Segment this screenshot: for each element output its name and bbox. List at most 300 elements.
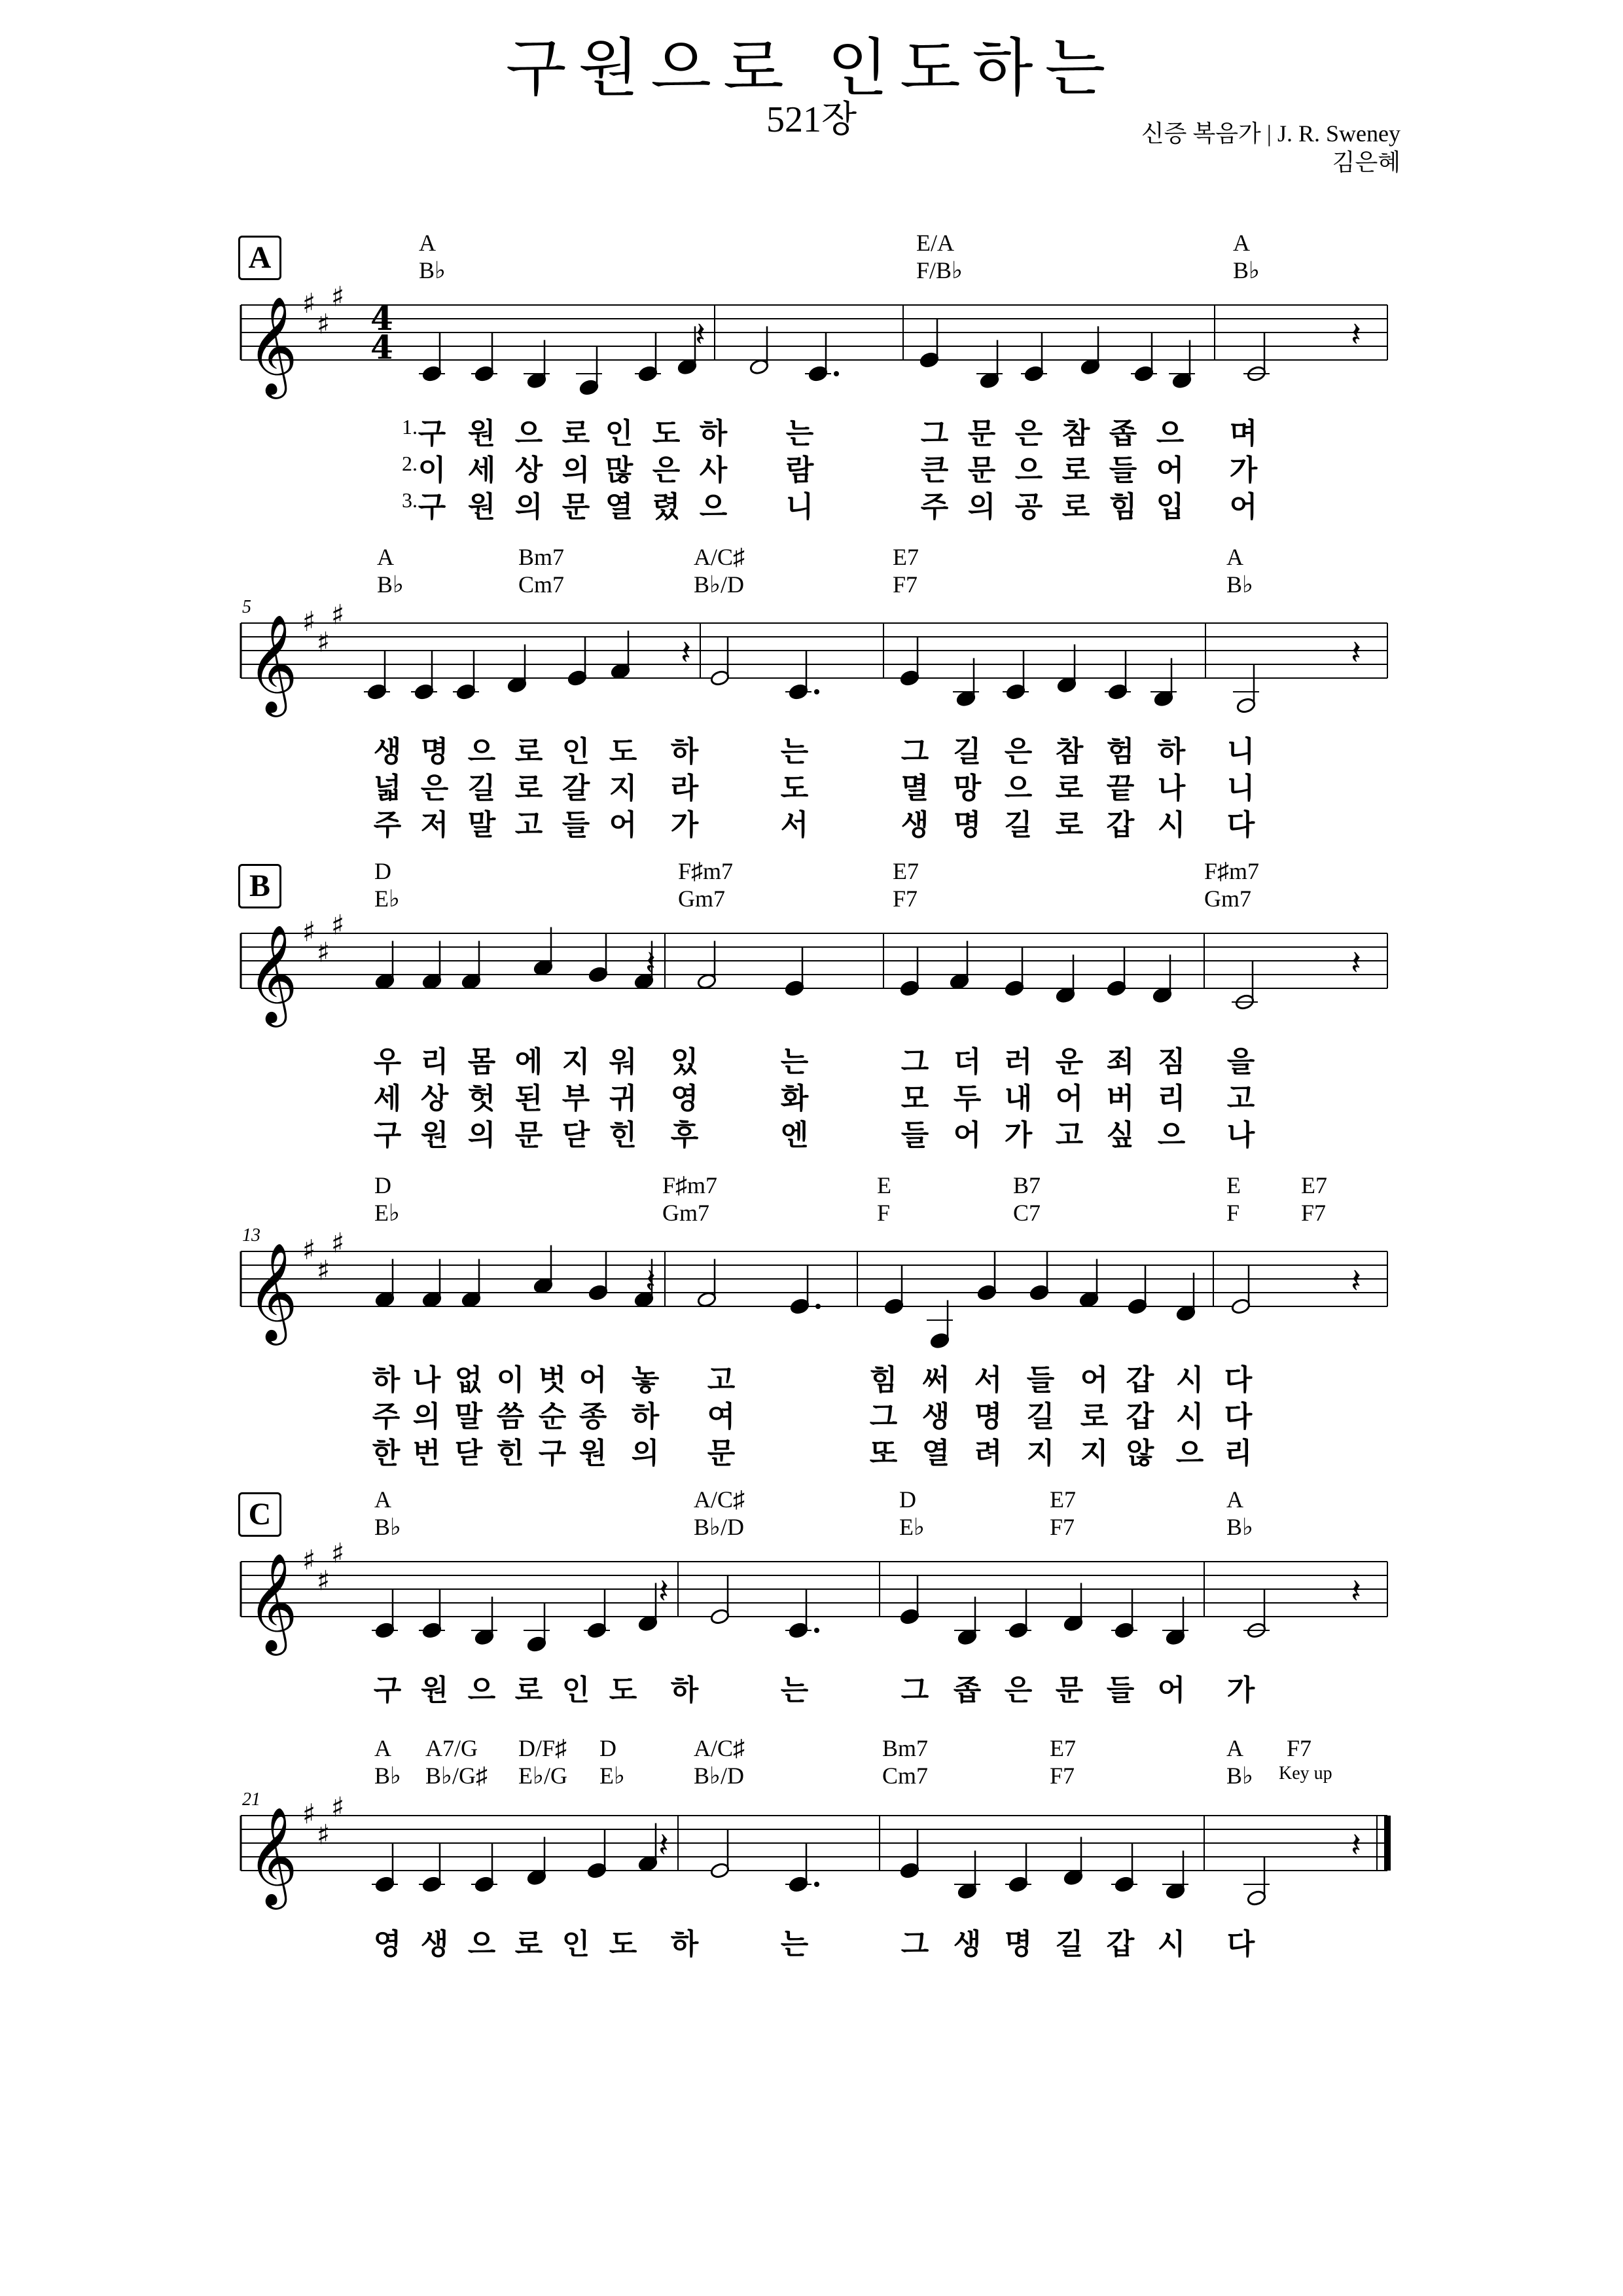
lyric-syllable: 생 bbox=[901, 808, 929, 842]
note-head bbox=[1080, 359, 1101, 376]
lyric-syllable: 워 bbox=[609, 1045, 637, 1079]
transposed-chord-symbol: C7 bbox=[1013, 1200, 1041, 1226]
lyric-syllable: 다 bbox=[1224, 1363, 1253, 1397]
lyric-syllable: 원 bbox=[467, 417, 496, 450]
lyric-syllable: 지 bbox=[1026, 1437, 1055, 1470]
lyric-syllable: 갑 bbox=[1106, 808, 1135, 842]
chord-symbol: A/C♯ bbox=[694, 1486, 745, 1513]
lyric-syllable: 도 bbox=[780, 772, 809, 805]
staff bbox=[0, 1522, 1623, 1666]
lyric-syllable: 더 bbox=[953, 1045, 982, 1079]
lyric-syllable: 명 bbox=[953, 808, 982, 842]
lyric-syllable: 길 bbox=[1026, 1400, 1055, 1433]
lyric-syllable: 벗 bbox=[538, 1363, 567, 1397]
lyric-syllable: 그 bbox=[901, 735, 929, 768]
lyric-syllable: 힘 bbox=[869, 1363, 898, 1397]
lyric-syllable: 으 bbox=[467, 735, 496, 768]
transposed-chord-symbol: B♭/D bbox=[694, 1763, 744, 1789]
measure-number: 5 bbox=[242, 597, 251, 617]
arranger-credit: 김은혜 bbox=[1332, 149, 1400, 175]
lyric-syllable: 영 bbox=[373, 1928, 402, 1961]
lyric-syllable: 리 bbox=[1157, 1082, 1186, 1115]
lyric-syllable: 구 bbox=[373, 1119, 402, 1152]
lyric-syllable: 갈 bbox=[562, 772, 590, 805]
note-head bbox=[422, 973, 442, 990]
chord-symbol: F7 bbox=[1287, 1735, 1312, 1761]
note-head bbox=[957, 1629, 978, 1646]
lyric-syllable: 생 bbox=[953, 1928, 982, 1961]
lyric-syllable: 주 bbox=[920, 490, 949, 524]
transposed-chord-symbol: F7 bbox=[893, 886, 918, 912]
chord-symbol: A bbox=[374, 1735, 391, 1761]
chord-symbol: A bbox=[377, 544, 394, 570]
transposed-chord-symbol: F7 bbox=[893, 571, 918, 598]
lyric-syllable: 들 bbox=[1109, 454, 1137, 487]
lyric-syllable: 는 bbox=[780, 1045, 809, 1079]
lyric-syllable: 놓 bbox=[631, 1363, 660, 1397]
note-head bbox=[697, 973, 717, 990]
lyric-syllable: 그 bbox=[901, 1674, 929, 1707]
verse-number: 2. bbox=[402, 452, 418, 475]
lyric-syllable: 그 bbox=[869, 1400, 898, 1433]
chord-symbol: A bbox=[419, 230, 436, 256]
sharp-icon: ♯ bbox=[331, 1791, 345, 1823]
lyric-syllable: 시 bbox=[1175, 1363, 1204, 1397]
lyric-syllable: 어 bbox=[579, 1363, 607, 1397]
lyric-syllable: 상 bbox=[420, 1082, 449, 1115]
lyric-syllable: 의 bbox=[967, 490, 996, 524]
lyric-syllable: 나 bbox=[1157, 772, 1186, 805]
lyric-syllable: 종 bbox=[579, 1400, 607, 1433]
lyric-syllable: 죄 bbox=[1106, 1045, 1135, 1079]
transposed-chord-symbol: Cm7 bbox=[882, 1763, 929, 1789]
rest-icon: 𝄽 bbox=[1351, 1826, 1361, 1865]
sharp-icon: ♯ bbox=[302, 1234, 316, 1266]
note-head bbox=[422, 1291, 442, 1308]
lyric-syllable: 갑 bbox=[1106, 1928, 1135, 1961]
rest-icon: 𝄽 bbox=[645, 1262, 656, 1301]
note-head bbox=[697, 1291, 717, 1308]
measure-number: 13 bbox=[242, 1225, 260, 1246]
lyric-syllable: 한 bbox=[372, 1437, 401, 1470]
lyric-syllable: 명 bbox=[420, 735, 449, 768]
note-head bbox=[588, 966, 609, 983]
augmentation-dot bbox=[814, 1882, 819, 1887]
note-head bbox=[1231, 1298, 1251, 1315]
lyric-syllable: 명 bbox=[974, 1400, 1003, 1433]
chord-symbol: D/F♯ bbox=[518, 1735, 567, 1761]
chord-symbol: A bbox=[1226, 544, 1243, 570]
lyric-syllable: 운 bbox=[1055, 1045, 1084, 1079]
lyric-syllable: 힘 bbox=[1109, 490, 1137, 524]
lyric-syllable: 가 bbox=[1229, 454, 1258, 487]
chord-symbol: F♯m7 bbox=[1204, 858, 1260, 884]
lyric-syllable: 저 bbox=[420, 808, 449, 842]
transposed-chord-symbol: E♭ bbox=[374, 886, 400, 912]
lyric-syllable: 여 bbox=[707, 1400, 736, 1433]
lyric-syllable: 않 bbox=[1126, 1437, 1154, 1470]
lyric-syllable: 의 bbox=[467, 1119, 496, 1152]
key-change-note: Key up bbox=[1279, 1763, 1332, 1784]
chord-symbol: A bbox=[1226, 1735, 1243, 1761]
lyric-syllable: 험 bbox=[1106, 735, 1135, 768]
lyric-syllable: 고 bbox=[707, 1363, 736, 1397]
lyric-syllable: 어 bbox=[953, 1119, 982, 1152]
lyric-syllable: 후 bbox=[670, 1119, 699, 1152]
chord-symbol: E7 bbox=[893, 858, 919, 884]
note-head bbox=[1107, 980, 1127, 997]
rehearsal-mark: C bbox=[238, 1492, 281, 1537]
transposed-chord-symbol: B♭/G♯ bbox=[425, 1763, 488, 1789]
augmentation-dot bbox=[814, 689, 819, 694]
lyric-syllable: 도 bbox=[609, 1674, 637, 1707]
rest-icon: 𝄽 bbox=[1351, 315, 1361, 355]
lyric-syllable: 지 bbox=[1080, 1437, 1109, 1470]
note-head bbox=[588, 1284, 609, 1301]
lyric-syllable: 큰 bbox=[920, 454, 949, 487]
verse-number: 1. bbox=[402, 415, 418, 439]
sharp-icon: ♯ bbox=[317, 936, 330, 969]
lyric-syllable: 세 bbox=[373, 1082, 402, 1115]
chord-symbol: A7/G bbox=[425, 1735, 478, 1761]
note-head bbox=[950, 973, 970, 990]
lyric-syllable: 이 bbox=[418, 454, 446, 487]
lyric-syllable: 힌 bbox=[496, 1437, 525, 1470]
time-signature: 4 bbox=[370, 299, 393, 338]
lyric-syllable: 하 bbox=[1157, 735, 1186, 768]
lyric-syllable: 어 bbox=[1080, 1363, 1109, 1397]
transposed-chord-symbol: B♭ bbox=[1226, 571, 1253, 598]
song-title: 구원으로 인도하는 bbox=[505, 31, 1118, 105]
lyric-syllable: 로 bbox=[1055, 772, 1084, 805]
lyric-syllable: 갑 bbox=[1126, 1400, 1154, 1433]
lyric-syllable: 로 bbox=[1061, 454, 1090, 487]
staff bbox=[0, 1212, 1623, 1356]
lyric-syllable: 문 bbox=[967, 454, 996, 487]
lyric-syllable: 는 bbox=[785, 417, 814, 450]
rehearsal-mark: B bbox=[238, 864, 281, 908]
note-head bbox=[461, 973, 482, 990]
note-head bbox=[1029, 1284, 1050, 1301]
lyric-syllable: 어 bbox=[1055, 1082, 1084, 1115]
lyric-syllable: 하 bbox=[631, 1400, 660, 1433]
lyric-syllable: 가 bbox=[670, 808, 699, 842]
lyric-syllable: 순 bbox=[538, 1400, 567, 1433]
lyric-syllable: 고 bbox=[514, 808, 543, 842]
chord-symbol: D bbox=[899, 1486, 916, 1513]
chord-symbol: E7 bbox=[893, 544, 919, 570]
lyric-syllable: 그 bbox=[901, 1928, 929, 1961]
lyric-syllable: 다 bbox=[1226, 1928, 1255, 1961]
lyric-syllable: 려 bbox=[974, 1437, 1003, 1470]
note-head bbox=[1166, 1883, 1186, 1900]
lyric-syllable: 하 bbox=[699, 417, 728, 450]
transposed-chord-symbol: B♭ bbox=[377, 571, 404, 598]
lyric-syllable: 번 bbox=[412, 1437, 441, 1470]
lyric-syllable: 주 bbox=[372, 1400, 401, 1433]
note-head bbox=[900, 980, 920, 997]
staff bbox=[0, 584, 1623, 728]
note-head bbox=[1154, 691, 1174, 708]
chord-symbol: E7 bbox=[1050, 1735, 1076, 1761]
transposed-chord-symbol: F7 bbox=[1050, 1763, 1075, 1789]
lyric-syllable: 입 bbox=[1156, 490, 1185, 524]
lyric-syllable: 상 bbox=[514, 454, 543, 487]
rehearsal-mark: A bbox=[238, 236, 281, 280]
note-head bbox=[638, 1615, 658, 1632]
lyric-syllable: 원 bbox=[420, 1119, 449, 1152]
lyric-syllable: 문 bbox=[562, 490, 590, 524]
note-head bbox=[790, 1298, 810, 1315]
lyric-syllable: 지 bbox=[562, 1045, 590, 1079]
lyric-syllable: 고 bbox=[1055, 1119, 1084, 1152]
sharp-icon: ♯ bbox=[317, 1818, 330, 1851]
lyric-syllable: 으 bbox=[1156, 417, 1185, 450]
lyric-syllable: 인 bbox=[562, 1928, 590, 1961]
verse-number: 3. bbox=[402, 488, 418, 512]
treble-clef-icon: 𝄞 bbox=[247, 1806, 298, 1905]
transposed-chord-symbol: Gm7 bbox=[662, 1200, 709, 1226]
lyric-syllable: 하 bbox=[670, 1928, 699, 1961]
lyric-syllable: 끝 bbox=[1106, 772, 1135, 805]
lyric-syllable: 말 bbox=[467, 808, 496, 842]
lyric-syllable: 엔 bbox=[780, 1119, 809, 1152]
lyric-syllable: 문 bbox=[514, 1119, 543, 1152]
lyric-syllable: 은 bbox=[1004, 1674, 1033, 1707]
note-head bbox=[785, 980, 805, 997]
transposed-chord-symbol: B♭ bbox=[1226, 1763, 1253, 1789]
lyric-syllable: 참 bbox=[1055, 735, 1084, 768]
lyric-syllable: 의 bbox=[412, 1400, 441, 1433]
lyric-syllable: 그 bbox=[920, 417, 949, 450]
chord-symbol: A/C♯ bbox=[694, 544, 745, 570]
sharp-icon: ♯ bbox=[302, 1798, 316, 1830]
note-head bbox=[749, 359, 770, 376]
chord-symbol: A bbox=[1226, 1486, 1243, 1513]
chord-symbol: E7 bbox=[1301, 1172, 1327, 1198]
chord-symbol: D bbox=[374, 1172, 391, 1198]
transposed-chord-symbol: Gm7 bbox=[1204, 886, 1251, 912]
lyric-syllable: 어 bbox=[1156, 454, 1185, 487]
lyric-syllable: 구 bbox=[373, 1674, 402, 1707]
lyric-syllable: 들 bbox=[1106, 1674, 1135, 1707]
sharp-icon: ♯ bbox=[331, 280, 345, 313]
note-head bbox=[611, 663, 631, 680]
lyric-syllable: 며 bbox=[1229, 417, 1258, 450]
note-head bbox=[527, 1869, 547, 1886]
note-head bbox=[1152, 987, 1173, 1004]
chord-symbol: E7 bbox=[1050, 1486, 1076, 1513]
transposed-chord-symbol: F/B♭ bbox=[916, 257, 963, 283]
note-head bbox=[710, 1862, 730, 1879]
lyric-syllable: 닫 bbox=[454, 1437, 483, 1470]
rest-icon: 𝄽 bbox=[681, 634, 691, 673]
lyric-syllable: 된 bbox=[514, 1082, 543, 1115]
chord-symbol: E bbox=[877, 1172, 891, 1198]
lyric-syllable: 하 bbox=[372, 1363, 401, 1397]
lyric-syllable: 서 bbox=[780, 808, 809, 842]
lyric-syllable: 하 bbox=[670, 735, 699, 768]
rest-icon: 𝄽 bbox=[645, 944, 656, 983]
note-head bbox=[507, 677, 527, 694]
lyric-syllable: 리 bbox=[420, 1045, 449, 1079]
lyric-syllable: 원 bbox=[467, 490, 496, 524]
treble-clef-icon: 𝄞 bbox=[247, 1552, 298, 1651]
note-head bbox=[1166, 1629, 1186, 1646]
lyric-syllable: 문 bbox=[967, 417, 996, 450]
note-head bbox=[1056, 987, 1076, 1004]
sharp-icon: ♯ bbox=[302, 1544, 316, 1576]
transposed-chord-symbol: F bbox=[1226, 1200, 1240, 1226]
lyric-syllable: 로 bbox=[514, 1674, 543, 1707]
sharp-icon: ♯ bbox=[317, 308, 330, 340]
lyric-syllable: 그 bbox=[901, 1045, 929, 1079]
note-head bbox=[1236, 697, 1257, 714]
lyric-syllable: 로 bbox=[1061, 490, 1090, 524]
note-head bbox=[710, 1608, 730, 1625]
note-head bbox=[1128, 1298, 1148, 1315]
lyric-syllable: 또 bbox=[869, 1437, 898, 1470]
lyric-syllable: 원 bbox=[579, 1437, 607, 1470]
lyric-syllable: 귀 bbox=[609, 1082, 637, 1115]
lyric-syllable: 니 bbox=[1226, 735, 1255, 768]
chord-symbol: D bbox=[374, 858, 391, 884]
lyric-syllable: 문 bbox=[707, 1437, 736, 1470]
lyric-syllable: 써 bbox=[921, 1363, 950, 1397]
note-head bbox=[375, 973, 395, 990]
lyric-syllable: 짐 bbox=[1157, 1045, 1186, 1079]
lyric-syllable: 두 bbox=[953, 1082, 982, 1115]
lyric-syllable: 니 bbox=[1226, 772, 1255, 805]
lyric-syllable: 고 bbox=[1226, 1082, 1255, 1115]
note-head bbox=[527, 1636, 547, 1653]
transposed-chord-symbol: B♭/D bbox=[694, 571, 744, 598]
lyric-syllable: 으 bbox=[467, 1674, 496, 1707]
lyric-syllable: 러 bbox=[1004, 1045, 1033, 1079]
transposed-chord-symbol: B♭ bbox=[374, 1763, 401, 1789]
lyric-syllable: 의 bbox=[631, 1437, 660, 1470]
augmentation-dot bbox=[814, 1628, 819, 1633]
note-head bbox=[710, 670, 730, 687]
lyric-syllable: 내 bbox=[1004, 1082, 1033, 1115]
lyric-syllable: 은 bbox=[652, 454, 681, 487]
lyric-syllable: 갑 bbox=[1126, 1363, 1154, 1397]
hymn-number: 521장 bbox=[766, 99, 857, 140]
lyric-syllable: 들 bbox=[562, 808, 590, 842]
transposed-chord-symbol: B♭ bbox=[1226, 1514, 1253, 1540]
transposed-chord-symbol: F7 bbox=[1301, 1200, 1327, 1226]
sharp-icon: ♯ bbox=[331, 908, 345, 941]
lyric-syllable: 열 bbox=[921, 1437, 950, 1470]
lyric-syllable: 로 bbox=[514, 772, 543, 805]
lyric-syllable: 으 bbox=[699, 490, 728, 524]
note-head bbox=[1247, 1890, 1267, 1907]
staff bbox=[0, 266, 1623, 410]
chord-symbol: Bm7 bbox=[518, 544, 565, 570]
lyric-syllable: 닫 bbox=[562, 1119, 590, 1152]
lyric-syllable: 구 bbox=[418, 417, 446, 450]
note-head bbox=[900, 1862, 920, 1879]
lyric-syllable: 씀 bbox=[496, 1400, 525, 1433]
note-head bbox=[587, 1862, 607, 1879]
lyric-syllable: 우 bbox=[373, 1045, 402, 1079]
rest-icon: 𝄽 bbox=[1351, 1262, 1361, 1301]
rest-icon: 𝄽 bbox=[658, 1826, 669, 1865]
lyric-syllable: 모 bbox=[901, 1082, 929, 1115]
lyric-syllable: 길 bbox=[1004, 808, 1033, 842]
note-head bbox=[533, 960, 554, 977]
treble-clef-icon: 𝄞 bbox=[247, 613, 298, 713]
lyric-syllable: 람 bbox=[785, 454, 814, 487]
lyric-syllable: 으 bbox=[514, 417, 543, 450]
lyric-syllable: 길 bbox=[467, 772, 496, 805]
lyric-syllable: 인 bbox=[562, 735, 590, 768]
lyric-syllable: 가 bbox=[1004, 1119, 1033, 1152]
lyric-syllable: 이 bbox=[496, 1363, 525, 1397]
lyric-syllable: 멸 bbox=[901, 772, 929, 805]
lyric-syllable: 화 bbox=[780, 1082, 809, 1115]
lyric-syllable: 많 bbox=[605, 454, 633, 487]
lyric-syllable: 은 bbox=[420, 772, 449, 805]
rest-icon: 𝄽 bbox=[1351, 634, 1361, 673]
lyric-syllable: 어 bbox=[1157, 1674, 1186, 1707]
chord-symbol: B7 bbox=[1013, 1172, 1041, 1198]
lyric-syllable: 도 bbox=[609, 1928, 637, 1961]
lyric-syllable: 들 bbox=[901, 1119, 929, 1152]
lyric-syllable: 헛 bbox=[467, 1082, 496, 1115]
chord-symbol: F♯m7 bbox=[662, 1172, 718, 1198]
lyric-syllable: 의 bbox=[562, 454, 590, 487]
rest-icon: 𝄽 bbox=[1351, 944, 1361, 983]
lyric-syllable: 으 bbox=[1175, 1437, 1204, 1470]
lyric-syllable: 세 bbox=[467, 454, 496, 487]
lyric-syllable: 은 bbox=[1004, 735, 1033, 768]
lyric-syllable: 인 bbox=[562, 1674, 590, 1707]
lyric-syllable: 시 bbox=[1175, 1400, 1204, 1433]
lyric-syllable: 버 bbox=[1106, 1082, 1135, 1115]
lyric-syllable: 의 bbox=[514, 490, 543, 524]
sharp-icon: ♯ bbox=[317, 1254, 330, 1287]
lyric-syllable: 힌 bbox=[609, 1119, 637, 1152]
transposed-chord-symbol: E♭ bbox=[374, 1200, 400, 1226]
lyric-syllable: 을 bbox=[1226, 1045, 1255, 1079]
sharp-icon: ♯ bbox=[302, 916, 316, 948]
lyric-syllable: 참 bbox=[1061, 417, 1090, 450]
note-head bbox=[677, 359, 698, 376]
treble-clef-icon: 𝄞 bbox=[247, 924, 298, 1023]
transposed-chord-symbol: B♭ bbox=[1233, 257, 1260, 283]
lyric-syllable: 으 bbox=[1004, 772, 1033, 805]
lyric-syllable: 좁 bbox=[1109, 417, 1137, 450]
staff bbox=[0, 1776, 1623, 1920]
note-head bbox=[900, 1608, 920, 1625]
note-head bbox=[375, 1291, 395, 1308]
note-head bbox=[1079, 1291, 1099, 1308]
lyric-syllable: 는 bbox=[780, 1928, 809, 1961]
transposed-chord-symbol: B♭ bbox=[374, 1514, 401, 1540]
lyric-syllable: 문 bbox=[1055, 1674, 1084, 1707]
sharp-icon: ♯ bbox=[317, 626, 330, 658]
note-head bbox=[474, 1629, 495, 1646]
lyric-syllable: 시 bbox=[1157, 808, 1186, 842]
note-head bbox=[1063, 1615, 1084, 1632]
lyric-syllable: 어 bbox=[609, 808, 637, 842]
note-head bbox=[977, 1284, 997, 1301]
lyric-syllable: 좁 bbox=[953, 1674, 982, 1707]
lyric-syllable: 나 bbox=[412, 1363, 441, 1397]
transposed-chord-symbol: Gm7 bbox=[678, 886, 725, 912]
chord-symbol: D bbox=[599, 1735, 616, 1761]
